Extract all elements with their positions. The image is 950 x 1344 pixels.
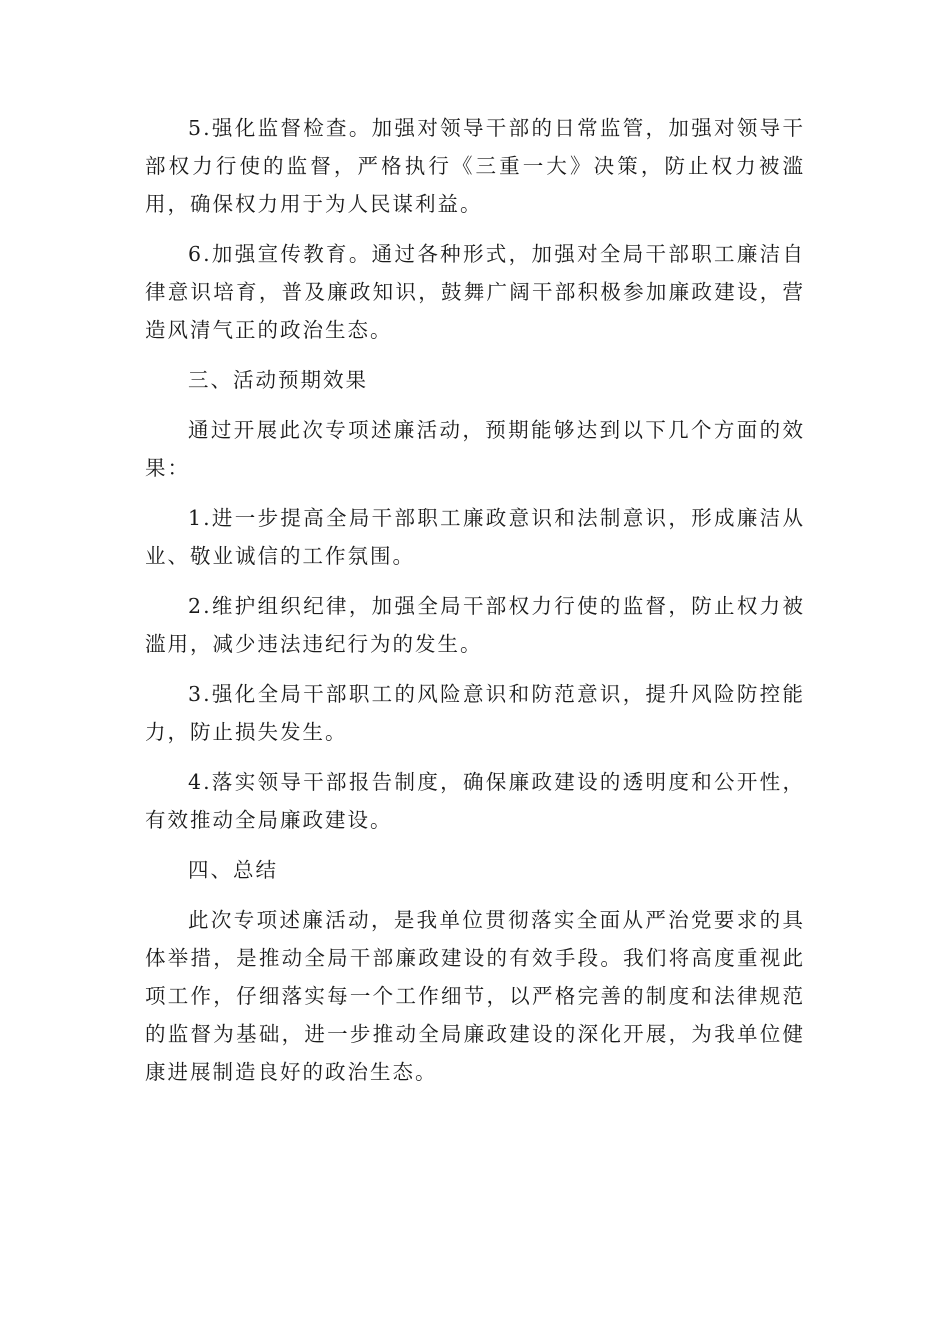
paragraph-effect-2: 2.维护组织纪律，加强全局干部权力行使的监督，防止权力被滥用，减少违法违纪行为的发生。 [145, 594, 805, 656]
paragraph-education: 6.加强宣传教育。通过各种形式，加强对全局干部职工廉洁自律意识培育，普及廉政知识，鼓舞广阔干部积极参加廉政建设，营造风清气正的政治生态。 [145, 242, 805, 342]
paragraph-effect-3: 3.强化全局干部职工的风险意识和防范意识，提升风险防控能力，防止损失发生。 [145, 682, 805, 744]
section-heading-summary: 四、总结 [188, 858, 279, 882]
paragraph-supervision: 5.强化监督检查。加强对领导干部的日常监管，加强对领导干部权力行使的监督，严格执行《三重一大》决策，防止权力被滥用，确保权力用于为人民谋利益。 [145, 116, 805, 216]
paragraph-effect-4: 4.落实领导干部报告制度，确保廉政建设的透明度和公开性，有效推动全局廉政建设。 [145, 770, 805, 832]
paragraph-effect-1: 1.进一步提高全局干部职工廉政意识和法制意识，形成廉洁从业、敬业诚信的工作氛围。 [145, 506, 805, 568]
document-body [145, 109, 805, 1103]
paragraph-effects-intro: 通过开展此次专项述廉活动，预期能够达到以下几个方面的效果： [145, 418, 805, 480]
section-heading-expected-effects: 三、活动预期效果 [188, 368, 369, 392]
paragraph-summary: 此次专项述廉活动，是我单位贯彻落实全面从严治党要求的具体举措，是推动全局干部廉政建设的有效手段。我们将高度重视此项工作，仔细落实每一个工作细节，以严格完善的制度和法律规范的监督为基础，进一步推动全局廉政建设的深化开展，为我单位健康进展制造良好的政治生态。 [145, 908, 805, 1084]
